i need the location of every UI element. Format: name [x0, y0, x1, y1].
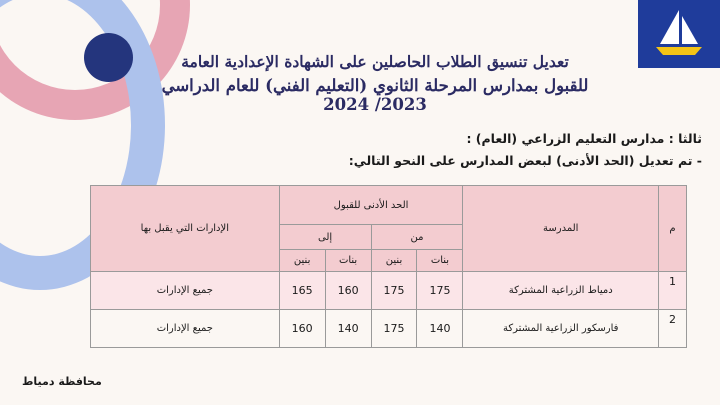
- decor-navy-dot: [84, 33, 133, 82]
- header-from: من: [371, 225, 463, 250]
- page-title-line1: تعديل تنسيق الطلاب الحاصلين على الشهادة الإعدادية العامة: [181, 52, 569, 71]
- row-admins: جميع الإدارات: [91, 272, 280, 310]
- header-from-girls: بنات: [417, 250, 463, 272]
- table-row: [91, 272, 687, 310]
- sailboat-icon: [638, 0, 720, 68]
- row-to-girls: 140: [325, 310, 371, 348]
- page-title-line2: للقبول بمدارس المرحلة الثانوي (التعليم الفني) للعام الدراسي 2023/ 2024: [161, 76, 589, 114]
- row-from-boys: 175: [371, 272, 417, 310]
- section-heading: ثالثا : مدارس التعليم الزراعي (العام) :: [466, 131, 702, 146]
- header-min-admission: الحد الأدنى للقبول: [279, 186, 463, 225]
- header-to-boys: بنين: [279, 250, 325, 272]
- row-from-girls: 140: [417, 310, 463, 348]
- row-to-girls: 160: [325, 272, 371, 310]
- row-school: دمياط الزراعية المشتركة: [463, 272, 659, 310]
- header-school: المدرسة: [463, 186, 659, 272]
- row-admins: جميع الإدارات: [91, 310, 280, 348]
- admission-table: [90, 185, 687, 348]
- header-to: إلى: [279, 225, 371, 250]
- row-from-girls: 175: [417, 272, 463, 310]
- row-num: 2: [659, 310, 687, 348]
- header-admins: الإدارات التي يقبل بها: [91, 186, 280, 272]
- row-num: 1: [659, 272, 687, 310]
- table-row: [91, 310, 687, 348]
- footer-label: محافظة دمياط: [22, 375, 102, 388]
- header-from-boys: بنين: [371, 250, 417, 272]
- row-to-boys: 160: [279, 310, 325, 348]
- row-from-boys: 175: [371, 310, 417, 348]
- row-school: فارسكور الزراعية المشتركة: [463, 310, 659, 348]
- header-num: م: [659, 186, 687, 272]
- row-to-boys: 165: [279, 272, 325, 310]
- section-subheading: - تم تعديل (الحد الأدنى) لبعض المدارس على النحو التالي:: [348, 153, 702, 168]
- header-to-girls: بنات: [325, 250, 371, 272]
